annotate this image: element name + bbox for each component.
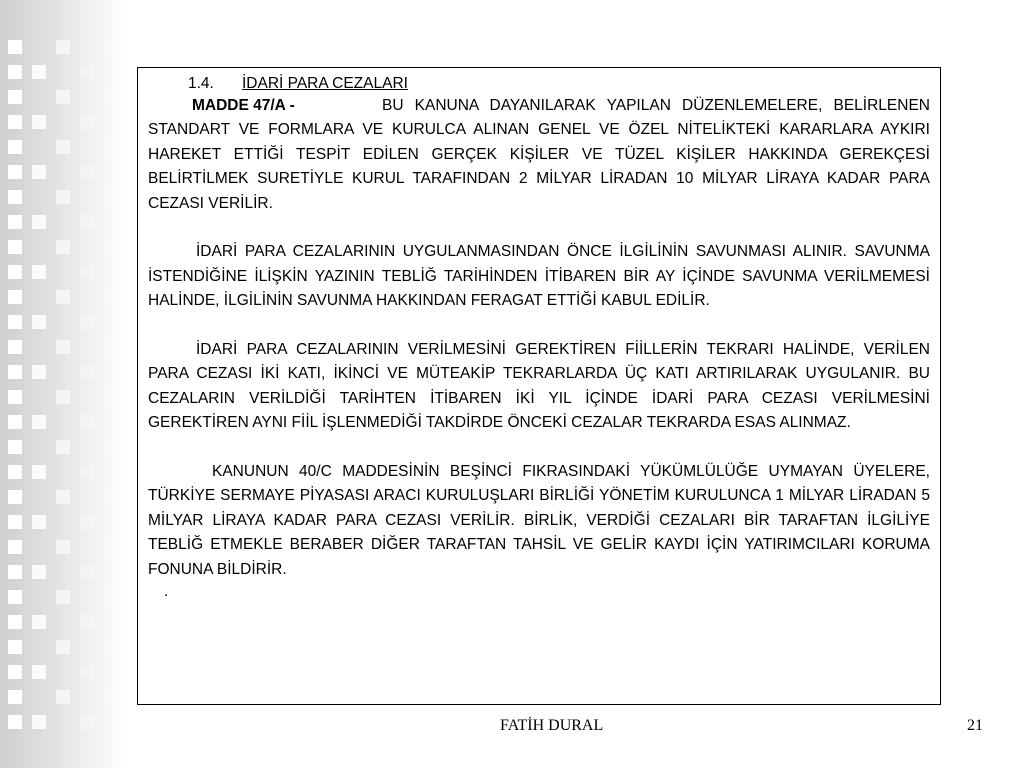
decorative-square <box>80 715 94 729</box>
decorative-square <box>80 265 94 279</box>
decorative-square <box>56 590 70 604</box>
decorative-square <box>104 640 118 654</box>
decorative-square <box>56 240 70 254</box>
decorative-square <box>80 365 94 379</box>
decorative-square <box>8 165 22 179</box>
decorative-square <box>56 690 70 704</box>
decorative-square <box>56 490 70 504</box>
decorative-square <box>32 365 46 379</box>
decorative-square <box>32 565 46 579</box>
decorative-square <box>56 640 70 654</box>
decorative-square <box>8 315 22 329</box>
decorative-square <box>56 40 70 54</box>
decorative-square <box>104 190 118 204</box>
decorative-square <box>8 390 22 404</box>
decorative-square <box>8 190 22 204</box>
decorative-square <box>8 440 22 454</box>
article-paragraph <box>148 94 930 216</box>
decorative-square <box>8 90 22 104</box>
decorative-square <box>80 215 94 229</box>
decorative-square <box>56 340 70 354</box>
decorative-square <box>80 415 94 429</box>
decorative-square <box>104 90 118 104</box>
decorative-square <box>80 315 94 329</box>
decorative-square <box>80 465 94 479</box>
paragraph-repetition: İDARİ PARA CEZALARININ VERİLMESİNİ GEREKTİREN FİİLLERİN TEKRARI HALİNDE, VERİLEN PARA CEZASI İKİ KATI, İKİNCİ VE MÜTEAKİP TEKRARLARDA ÜÇ KATI ARTIRILARAK UYGULANIR. BU CEZALARIN VERİLDİĞİ TARİHTEN İTİBAREN İKİ YIL İÇİNDE İDARİ PARA CEZASI VERİLMESİNİ GEREKTİREN AYNI FİİL İŞLENMEDİĞİ TAKDİRDE ÖNCEKİ CEZALAR TEKRARDA ESAS ALINMAZ. <box>148 341 930 432</box>
decorative-square <box>32 115 46 129</box>
decorative-square <box>32 415 46 429</box>
decorative-square <box>8 565 22 579</box>
decorative-square <box>56 540 70 554</box>
decorative-square <box>32 315 46 329</box>
decorative-square <box>80 165 94 179</box>
decorative-square <box>80 665 94 679</box>
decorative-square <box>104 340 118 354</box>
decorative-square <box>8 490 22 504</box>
section-number: 1.4. <box>188 75 214 92</box>
article-label: MADDE 47/A - <box>192 97 295 114</box>
decorative-square <box>56 290 70 304</box>
decorative-square <box>104 590 118 604</box>
decorative-square <box>80 115 94 129</box>
decorative-square <box>32 165 46 179</box>
decorative-square <box>80 565 94 579</box>
decorative-square <box>56 90 70 104</box>
page-number: 21 <box>967 717 983 734</box>
decorative-square <box>8 690 22 704</box>
content-box <box>137 67 941 705</box>
decorative-square <box>56 140 70 154</box>
decorative-square <box>8 540 22 554</box>
decorative-square <box>8 65 22 79</box>
decorative-square <box>8 615 22 629</box>
decorative-square <box>104 690 118 704</box>
decorative-square <box>8 290 22 304</box>
decorative-square <box>104 390 118 404</box>
decorative-square <box>56 190 70 204</box>
section-title: İDARİ PARA CEZALARI <box>242 75 408 92</box>
decorative-square <box>32 515 46 529</box>
decorative-square <box>32 715 46 729</box>
decorative-square <box>8 265 22 279</box>
decorative-square <box>8 515 22 529</box>
trailing-dot: . <box>164 583 169 601</box>
decorative-square <box>8 40 22 54</box>
decorative-square <box>104 490 118 504</box>
decorative-square <box>80 65 94 79</box>
paragraph-union-penalty: KANUNUN 40/C MADDESİNİN BEŞİNCİ FIKRASINDAKİ YÜKÜMLÜLÜĞE UYMAYAN ÜYELERE, TÜRKİYE SERMAYE PİYASASI ARACI KURULUŞLARI BİRLİĞİ YÖNETİM KURULUNCA 1 MİLYAR LİRADAN 5 MİLYAR LİRAYA KADAR PARA CEZASI VERİLİR. BİRLİK, VERDİĞİ CEZALARI BİR TARAFTAN İLGİLİYE TEBLİĞ ETMEKLE BERABER DİĞER TARAFTAN TAHSİL VE GELİR KAYDI İÇİN YATIRIMCILARI KORUMA FONUNA BİLDİRİR. <box>148 463 930 578</box>
decorative-square <box>8 365 22 379</box>
decorative-squares <box>8 40 118 740</box>
section-heading <box>188 74 930 94</box>
decorative-square <box>8 240 22 254</box>
decorative-square <box>104 440 118 454</box>
decorative-square <box>8 415 22 429</box>
decorative-square <box>8 465 22 479</box>
decorative-square <box>32 265 46 279</box>
decorative-square <box>32 215 46 229</box>
decorative-square <box>104 540 118 554</box>
decorative-square <box>104 290 118 304</box>
decorative-square <box>32 465 46 479</box>
decorative-square <box>56 440 70 454</box>
footer-author: FATİH DURAL <box>500 717 604 734</box>
decorative-square <box>8 640 22 654</box>
decorative-square <box>8 715 22 729</box>
decorative-square <box>56 390 70 404</box>
decorative-square <box>80 615 94 629</box>
decorative-square <box>32 65 46 79</box>
decorative-square <box>8 665 22 679</box>
decorative-square <box>80 515 94 529</box>
decorative-square <box>104 140 118 154</box>
decorative-square <box>8 590 22 604</box>
decorative-side-band <box>0 0 130 768</box>
article-text: BU KANUNA DAYANILARAK YAPILAN DÜZENLEMELERE, BELİRLENEN STANDART VE FORMLARA VE KURULCA ALINAN GENEL VE ÖZEL NİTELİKTEKİ KARARLARA AYKIRI HAREKET ETTİĞİ TESPİT EDİLEN GERÇEK KİŞİLER VE TÜZEL KİŞİLER HAKKINDA GEREKÇESİ BELİRTİLMEK SURETİYLE KURUL TARAFINDAN 2 MİLYAR LİRADAN 10 MİLYAR LİRAYA KADAR PARA CEZASI VERİLİR. <box>148 97 930 212</box>
decorative-square <box>104 240 118 254</box>
decorative-square <box>8 140 22 154</box>
decorative-square <box>32 665 46 679</box>
decorative-square <box>32 615 46 629</box>
decorative-square <box>8 215 22 229</box>
decorative-square <box>104 40 118 54</box>
decorative-square <box>8 115 22 129</box>
decorative-square <box>8 340 22 354</box>
paragraph-defense: İDARİ PARA CEZALARININ UYGULANMASINDAN ÖNCE İLGİLİNİN SAVUNMASI ALINIR. SAVUNMA İSTENDİĞİNE İLİŞKİN YAZININ TEBLİĞ TARİHİNDEN İTİBAREN BİR AY İÇİNDE SAVUNMA VERİLMEMESİ HALİNDE, İLGİLİNİN SAVUNMA HAKKINDAN FERAGAT ETTİĞİ KABUL EDİLİR. <box>148 243 930 310</box>
